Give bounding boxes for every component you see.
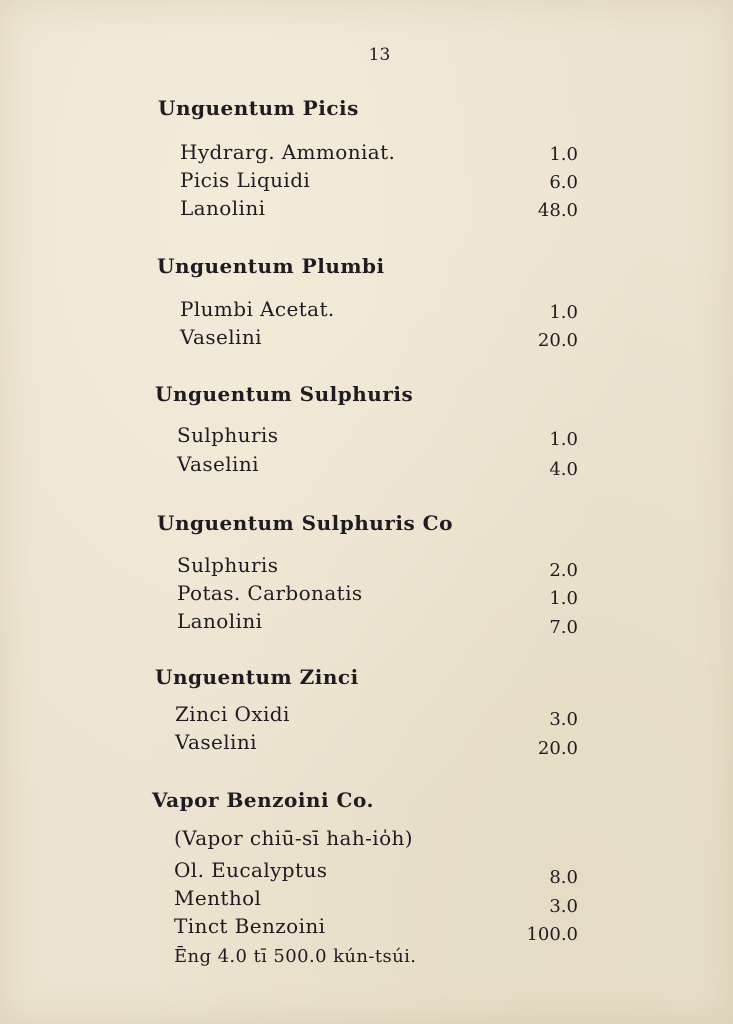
ingredient-row (0, 196, 733, 224)
ingredient-row (0, 423, 733, 451)
ingredient-name: Ol. Eucalyptus (174, 858, 328, 882)
ingredient-row (0, 140, 733, 168)
ingredient-quantity: 1.0 (549, 144, 578, 165)
ingredient-name: Zinci Oxidi (175, 702, 290, 726)
ingredient-quantity: 3.0 (549, 896, 578, 917)
ingredient-row (0, 581, 733, 609)
ingredient-row (0, 858, 733, 886)
ingredient-name: Vaselini (175, 730, 257, 754)
ingredient-quantity: 20.0 (537, 330, 578, 351)
ingredient-quantity: 2.0 (549, 560, 578, 581)
ingredient-quantity: 8.0 (549, 867, 578, 888)
ingredient-row (0, 914, 733, 945)
ingredient-quantity: 1.0 (549, 588, 578, 609)
recipe-note: (Vapor chiū-sī hah-io̍h) (174, 826, 413, 850)
ingredient-name: Potas. Carbonatis (177, 581, 363, 605)
ingredient-row (0, 325, 733, 353)
ingredient-quantity: 3.0 (549, 709, 578, 730)
ingredient-row (0, 452, 733, 480)
ingredient-name: Hydrarg. Ammoniat. (180, 140, 396, 164)
ingredient-row (0, 886, 733, 917)
ingredient-name: Sulphuris (177, 553, 279, 577)
ingredient-name: Lanolini (177, 609, 263, 633)
ingredient-name: Tinct Benzoini (174, 914, 326, 938)
ingredient-quantity: 100.0 (526, 924, 578, 945)
ingredient-name: Lanolini (180, 196, 266, 220)
ingredient-quantity: 20.0 (537, 738, 578, 759)
ingredient-row (0, 553, 733, 581)
ingredient-name: Vaselini (177, 452, 259, 476)
ingredient-row (0, 702, 733, 730)
ingredient-row (0, 730, 733, 758)
ingredient-quantity: 7.0 (549, 617, 578, 638)
ingredient-row (0, 609, 733, 637)
ingredient-name: Picis Liquidi (180, 168, 311, 192)
recipe-title: Unguentum Zinci (155, 665, 359, 689)
ingredient-quantity: 1.0 (549, 429, 578, 450)
ingredient-row (0, 168, 733, 196)
ingredient-name: Vaselini (180, 325, 262, 349)
recipe-title: Unguentum Plumbi (157, 254, 385, 278)
recipe-title: Unguentum Sulphuris Co (157, 511, 453, 535)
dosage-instruction: Ēng 4.0 tī 500.0 kún-tsúi. (174, 946, 417, 967)
ingredient-name: Sulphuris (177, 423, 279, 447)
ingredient-name: Menthol (174, 886, 262, 910)
page-number: 13 (368, 45, 391, 65)
ingredient-quantity: 4.0 (549, 459, 578, 480)
ingredient-name: Plumbi Acetat. (180, 297, 335, 321)
recipe-title: Unguentum Picis (158, 96, 359, 120)
ingredient-row (0, 297, 733, 325)
recipe-title: Vapor Benzoini Co. (152, 788, 374, 812)
ingredient-quantity: 6.0 (549, 172, 578, 193)
ingredient-quantity: 48.0 (537, 200, 578, 221)
ingredient-quantity: 1.0 (549, 302, 578, 323)
recipe-title: Unguentum Sulphuris (155, 382, 414, 406)
